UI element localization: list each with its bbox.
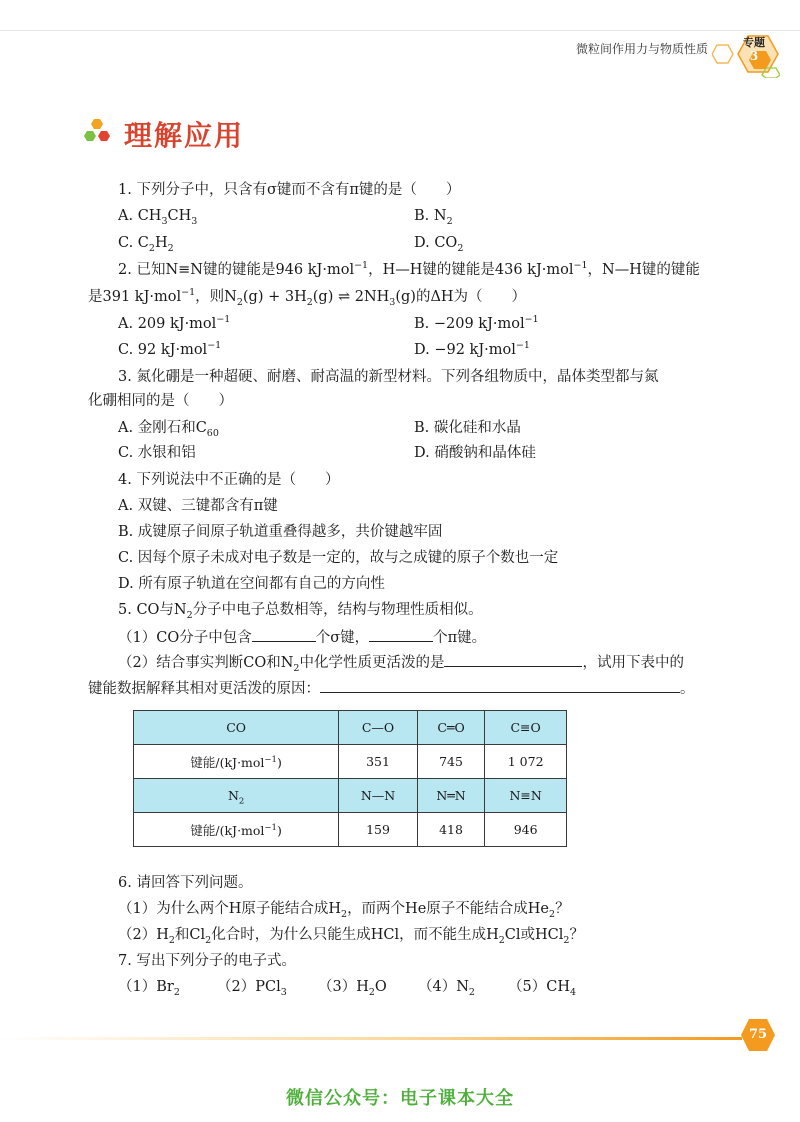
q7-stem: 7. 写出下列分子的电子式。 <box>118 953 296 969</box>
q3-option-d: D. 硝酸钠和晶体硅 <box>414 445 536 461</box>
q4-option-d: D. 所有原子轨道在空间都有自己的方向性 <box>118 576 385 592</box>
q3-option-c: C. 水银和铝 <box>118 445 196 461</box>
table-cell: 351 <box>339 745 418 779</box>
bond-energy-table <box>133 710 567 847</box>
table-row <box>134 813 567 847</box>
q4-stem: 4. 下列说法中不正确的是（ ） <box>118 472 340 488</box>
table-cell: N≡N <box>485 779 567 813</box>
q5-part2-cont: 键能数据解释其相对更活泼的原因： 。 <box>88 678 695 699</box>
q4-option-a: A. 双键、三键都含有π键 <box>118 498 278 514</box>
q1-option-a: A. $CH_3CH_3$ <box>118 208 198 227</box>
chapter-badge-label: 专题 <box>743 36 765 49</box>
q2-option-d: D. −92 kJ·mol$^{-1}$ <box>414 340 530 358</box>
chapter-title: 微粒间作用力与物质性质 <box>575 42 708 56</box>
table-cell: 946 <box>485 813 567 847</box>
q2-option-c: C. 92 kJ·mol$^{-1}$ <box>118 340 222 358</box>
table-cell: 418 <box>417 813 485 847</box>
footer-rule <box>0 1037 742 1040</box>
q1-option-c: C. $C_2H_2$ <box>118 235 174 254</box>
table-row <box>134 779 567 813</box>
table-cell: 745 <box>417 745 485 779</box>
q7-item-3: $(3)H_2O$ <box>318 979 387 998</box>
table-cell: C≡O <box>485 711 567 745</box>
q3-stem-line1: 3. 氮化硼是一种超硬、耐磨、耐高温的新型材料。下列各组物质中，晶体类型都与氮 <box>118 369 659 385</box>
section-title: 理解应用 <box>124 119 245 152</box>
header-rule <box>0 30 800 31</box>
q6-part1: （1）为什么两个H原子能结合成$H_2$，而两个He原子不能结合成$He_2$？ <box>118 901 570 920</box>
q5-stem: 5. CO与$N_2$分子中电子总数相等，结构与物理性质相似。 <box>118 602 483 621</box>
q2-option-b: B. −209 kJ·mol$^{-1}$ <box>414 314 539 332</box>
answer-blank <box>320 678 680 693</box>
q3-option-a: A. 金刚石和$C_{60}$ <box>118 420 219 439</box>
q7-item-4: $(4)N_2$ <box>418 979 475 998</box>
q2-stem-line1: 2. 已知N≡N键的键能是946 kJ·mol$^{-1}$，H—H键的键能是436 kJ·mol$^{-1}$，N—H键的键能 <box>118 260 700 278</box>
q7-item-5: $(5)CH_4$ <box>508 979 577 998</box>
table-cell: N═N <box>417 779 485 813</box>
watermark: 微信公众号：电子课本大全 <box>286 1088 514 1109</box>
table-cell: $N_2$ <box>134 779 339 813</box>
q2-stem-line2: 是391 kJ·mol$^{-1}$，则$N_2(g) + 3H_2(g)$ ⇌ $2NH_3(g)$的ΔH为（ ） <box>88 287 527 308</box>
hexagon-cluster-icon <box>84 118 114 144</box>
q7-item-1: $(1)Br_2$ <box>118 979 180 998</box>
table-row <box>134 711 567 745</box>
q5-part1: （1）CO分子中包含 个σ键， 个π键。 <box>118 627 486 648</box>
q4-option-c: C. 因每个原子未成对电子数是一定的，故与之成键的原子个数也一定 <box>118 550 559 566</box>
q2-option-a: A. 209 kJ·mol$^{-1}$ <box>118 314 231 332</box>
page-number: 75 <box>748 1027 768 1042</box>
q6-stem: 6. 请回答下列问题。 <box>118 875 253 891</box>
table-cell: 键能/(kJ·mol$^{-1}$) <box>134 813 339 847</box>
table-row <box>134 745 567 779</box>
q1-option-d: D. $CO_2$ <box>414 235 464 254</box>
q3-stem-line2: 化硼相同的是（ ） <box>88 393 233 409</box>
answer-blank <box>369 627 433 642</box>
table-cell: 159 <box>339 813 418 847</box>
answer-blank <box>444 652 582 667</box>
table-cell: C—O <box>339 711 418 745</box>
chapter-badge-number: 3 <box>749 49 759 63</box>
hexagon-decoration-icon <box>712 44 734 64</box>
table-cell: CO <box>134 711 339 745</box>
table-cell: 1 072 <box>485 745 567 779</box>
table-cell: N—N <box>339 779 418 813</box>
q5-part2: （2）结合事实判断CO和$N_2$中化学性质更活泼的是 ，试用下表中的 <box>118 652 684 673</box>
q1-option-b: B. $N_2$ <box>414 208 453 227</box>
answer-blank <box>252 627 316 642</box>
q6-part2: $(2)H_2$和$Cl_2$化合时，为什么只能生成HCl，而不能生成$H_2Cl$或HCl$_2$？ <box>118 927 584 946</box>
q3-option-b: B. 碳化硅和水晶 <box>414 420 521 436</box>
q1-stem: 1. 下列分子中，只含有σ键而不含有π键的是（ ） <box>118 182 461 198</box>
table-cell: C═O <box>417 711 485 745</box>
q4-option-b: B. 成键原子间原子轨道重叠得越多，共价键越牢固 <box>118 524 443 540</box>
table-cell: 键能/(kJ·mol$^{-1}$) <box>134 745 339 779</box>
q7-item-2: （2）PCl$_3$ <box>217 979 287 998</box>
